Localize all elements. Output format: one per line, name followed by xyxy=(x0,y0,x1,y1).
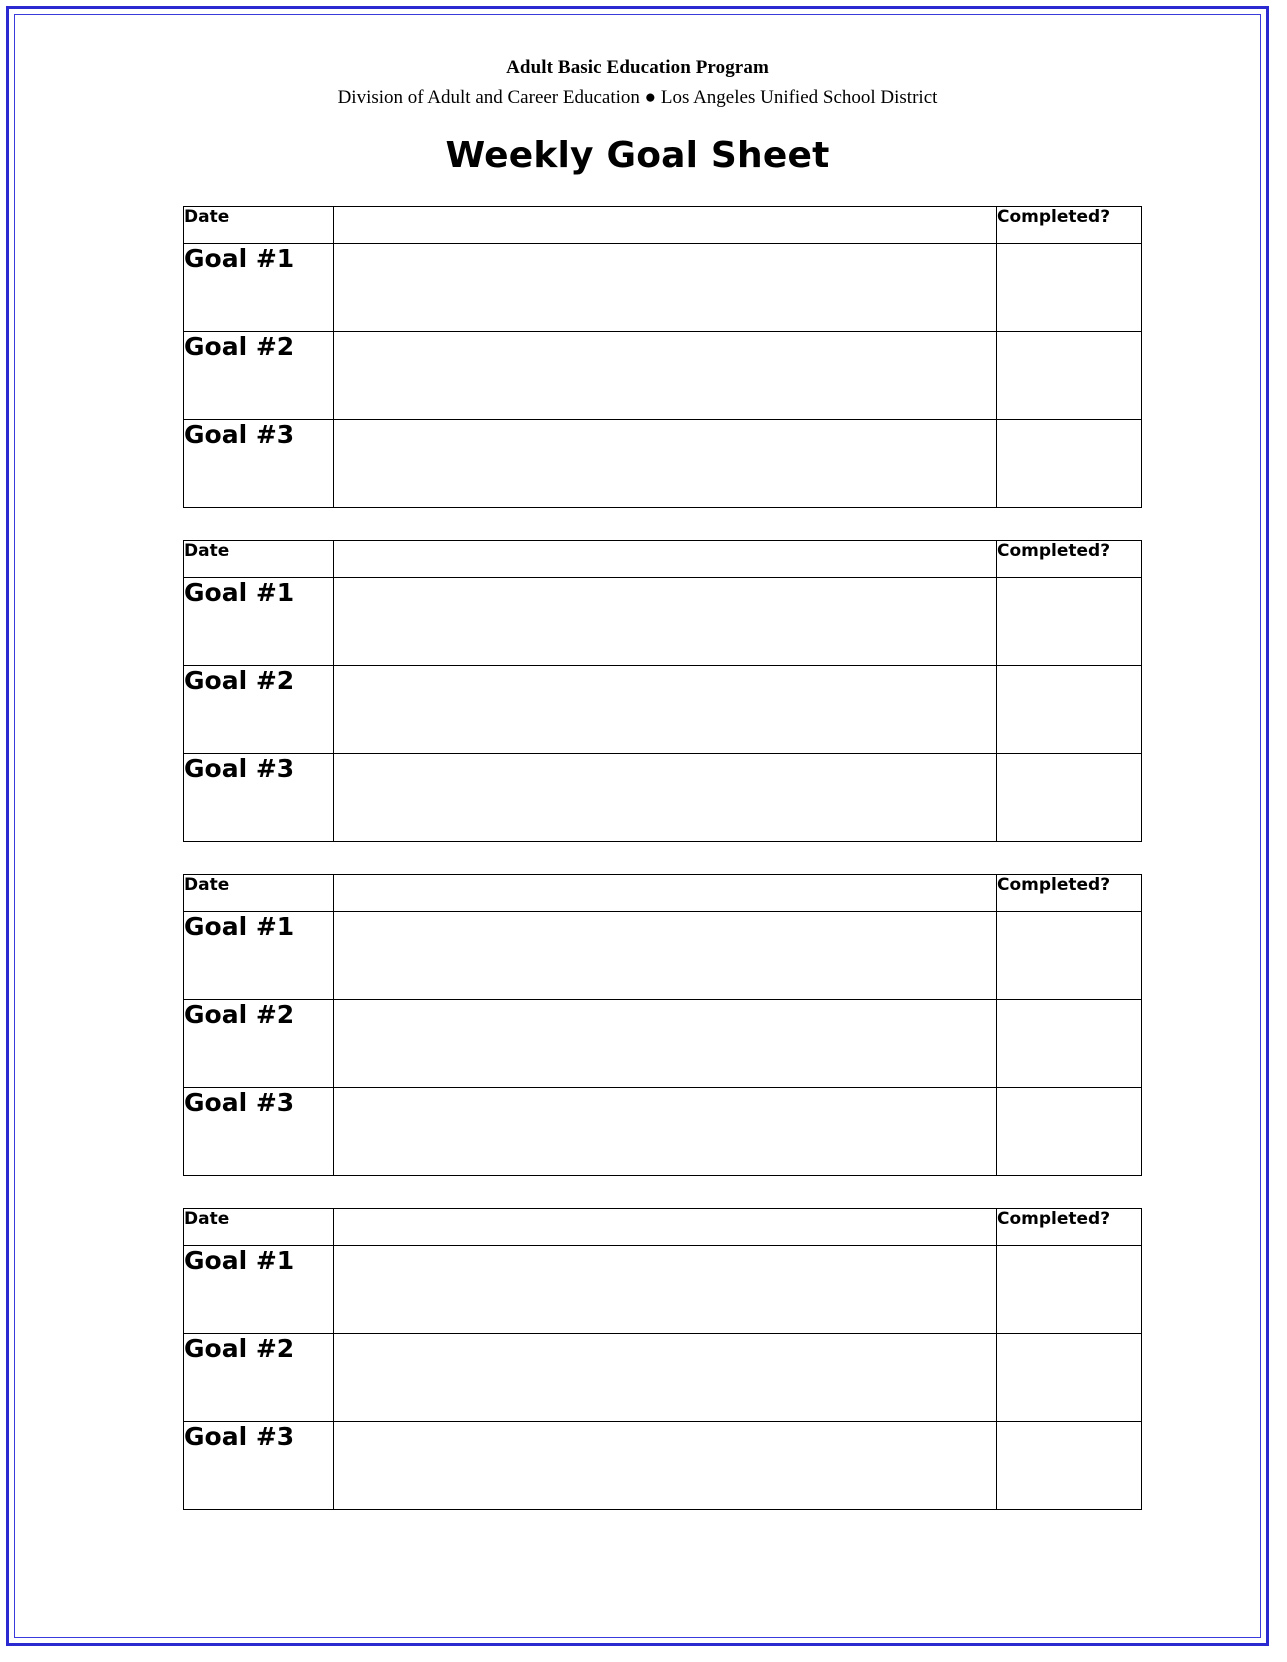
table-row xyxy=(184,666,1142,754)
goal-label-2-2: Goal #2 xyxy=(184,666,334,754)
goal-text-1-3[interactable] xyxy=(334,420,997,508)
page-border-outer xyxy=(6,6,1269,1646)
goal-label-1-2: Goal #2 xyxy=(184,332,334,420)
table-row xyxy=(184,1334,1142,1422)
goal-completed-2-2[interactable] xyxy=(997,666,1142,754)
table-row-header xyxy=(184,207,1142,244)
completed-header-3: Completed? xyxy=(997,875,1142,912)
goal-block-3 xyxy=(183,874,1142,1176)
completed-header-4: Completed? xyxy=(997,1209,1142,1246)
goal-label-4-3: Goal #3 xyxy=(184,1422,334,1510)
goal-text-4-3[interactable] xyxy=(334,1422,997,1510)
goal-completed-4-2[interactable] xyxy=(997,1334,1142,1422)
goal-completed-3-1[interactable] xyxy=(997,912,1142,1000)
date-input-2[interactable] xyxy=(334,541,997,578)
goal-label-1-1: Goal #1 xyxy=(184,244,334,332)
program-header: Adult Basic Education Program xyxy=(506,57,769,78)
goal-text-2-3[interactable] xyxy=(334,754,997,842)
goal-completed-2-1[interactable] xyxy=(997,578,1142,666)
goal-label-2-3: Goal #3 xyxy=(184,754,334,842)
goal-label-3-3: Goal #3 xyxy=(184,1088,334,1176)
table-row xyxy=(184,1000,1142,1088)
date-header-1: Date xyxy=(184,207,334,244)
goal-text-3-3[interactable] xyxy=(334,1088,997,1176)
goal-label-1-3: Goal #3 xyxy=(184,420,334,508)
completed-header-1: Completed? xyxy=(997,207,1142,244)
table-row xyxy=(184,578,1142,666)
table-row xyxy=(184,1088,1142,1176)
goal-block-1 xyxy=(183,206,1142,508)
goal-label-4-2: Goal #2 xyxy=(184,1334,334,1422)
date-header-4: Date xyxy=(184,1209,334,1246)
table-row-header xyxy=(184,1209,1142,1246)
goal-text-2-2[interactable] xyxy=(334,666,997,754)
goal-label-3-2: Goal #2 xyxy=(184,1000,334,1088)
division-header: Division of Adult and Career Education ● Los Angeles Unified School District xyxy=(337,87,938,108)
goal-text-3-1[interactable] xyxy=(334,912,997,1000)
goal-completed-4-3[interactable] xyxy=(997,1422,1142,1510)
date-header-3: Date xyxy=(184,875,334,912)
goal-block-4 xyxy=(183,1208,1142,1510)
table-row xyxy=(184,420,1142,508)
goal-completed-1-3[interactable] xyxy=(997,420,1142,508)
date-input-1[interactable] xyxy=(334,207,997,244)
table-row-header xyxy=(184,541,1142,578)
worksheet-page xyxy=(15,57,1260,1638)
goal-label-2-1: Goal #1 xyxy=(184,578,334,666)
goal-completed-1-2[interactable] xyxy=(997,332,1142,420)
goal-label-4-1: Goal #1 xyxy=(184,1246,334,1334)
table-row xyxy=(184,1422,1142,1510)
goal-text-1-2[interactable] xyxy=(334,332,997,420)
table-row xyxy=(184,332,1142,420)
table-row xyxy=(184,754,1142,842)
date-input-4[interactable] xyxy=(334,1209,997,1246)
goal-completed-3-3[interactable] xyxy=(997,1088,1142,1176)
page-title: Weekly Goal Sheet xyxy=(445,135,830,176)
goal-text-2-1[interactable] xyxy=(334,578,997,666)
table-row-header xyxy=(184,875,1142,912)
goal-completed-1-1[interactable] xyxy=(997,244,1142,332)
goal-block-2 xyxy=(183,540,1142,842)
table-row xyxy=(184,1246,1142,1334)
goal-completed-4-1[interactable] xyxy=(997,1246,1142,1334)
completed-header-2: Completed? xyxy=(997,541,1142,578)
goal-completed-3-2[interactable] xyxy=(997,1000,1142,1088)
goal-label-3-1: Goal #1 xyxy=(184,912,334,1000)
table-row xyxy=(184,912,1142,1000)
page-border-inner xyxy=(14,14,1261,1638)
goal-text-4-1[interactable] xyxy=(334,1246,997,1334)
goal-text-1-1[interactable] xyxy=(334,244,997,332)
date-input-3[interactable] xyxy=(334,875,997,912)
goal-text-4-2[interactable] xyxy=(334,1334,997,1422)
goal-completed-2-3[interactable] xyxy=(997,754,1142,842)
goal-text-3-2[interactable] xyxy=(334,1000,997,1088)
table-row xyxy=(184,244,1142,332)
goal-tables-container xyxy=(15,206,1260,1510)
date-header-2: Date xyxy=(184,541,334,578)
